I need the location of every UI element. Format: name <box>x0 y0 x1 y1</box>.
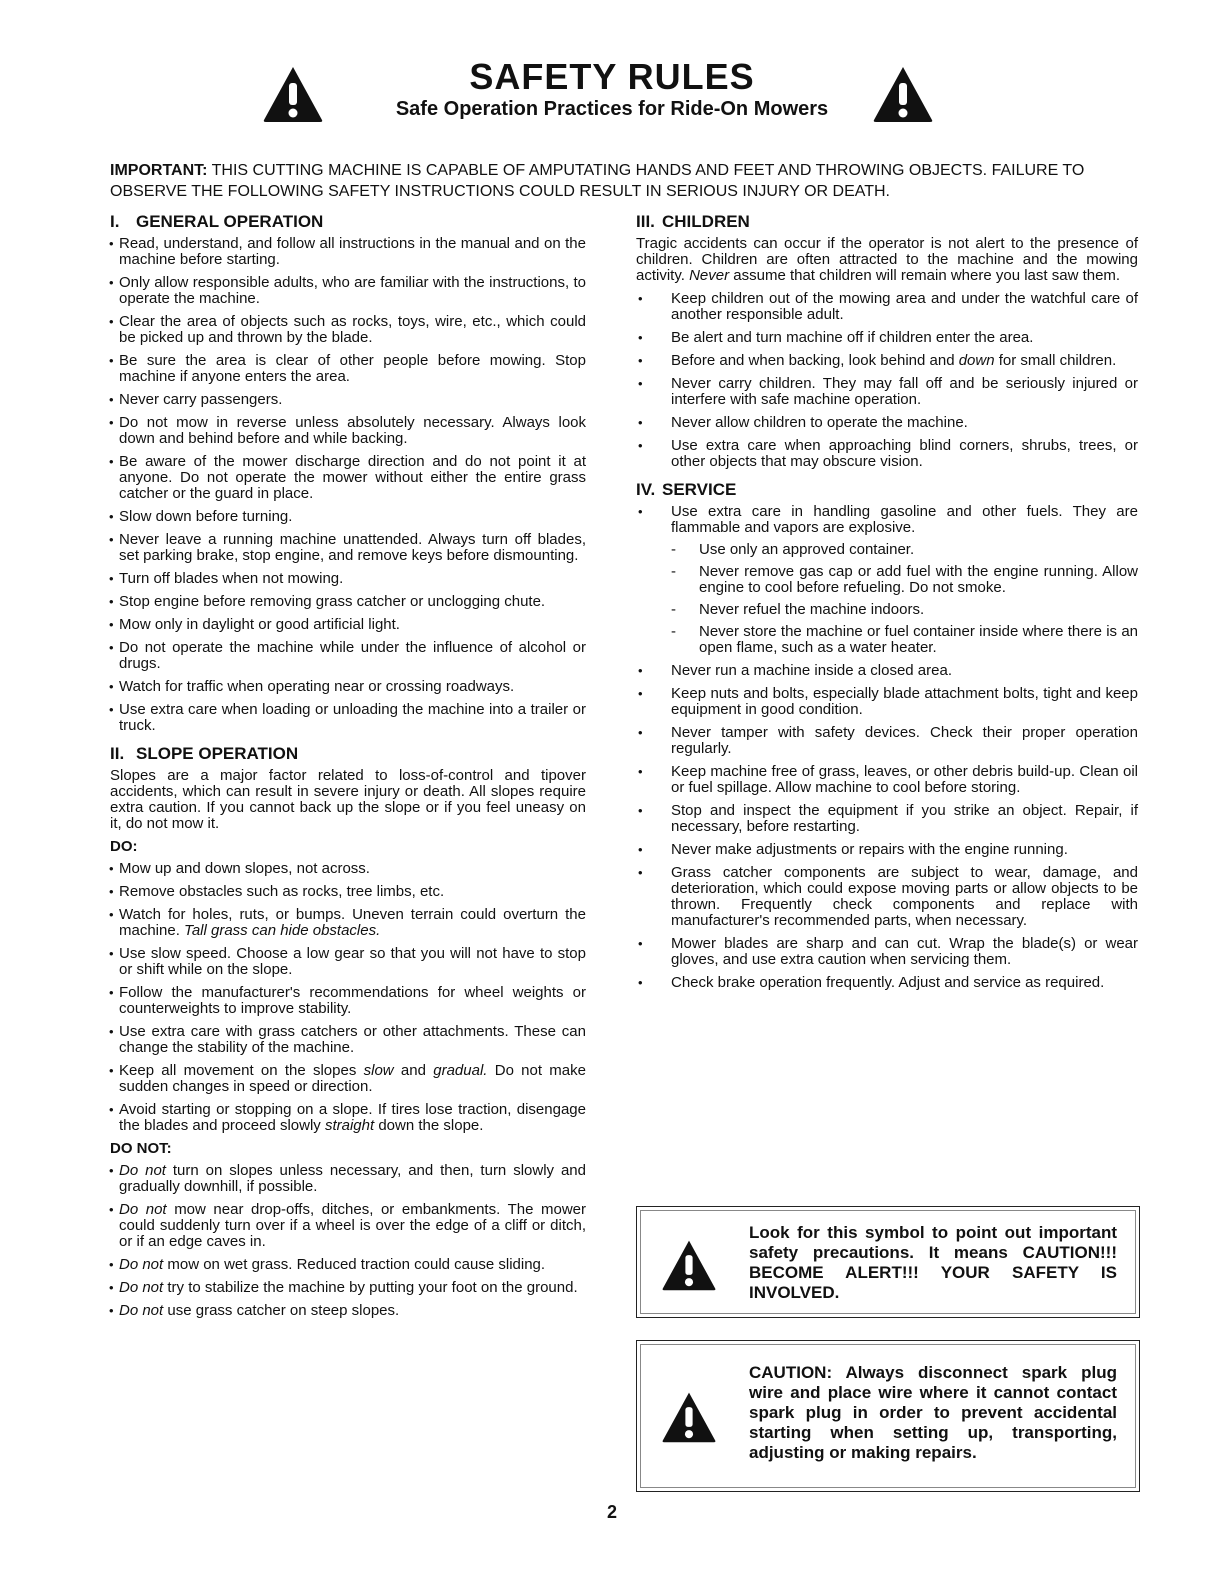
list-item: • Watch for holes, ruts, or bumps. Uneven terrain could overturn the machine. Tall grass can hide obstacles. <box>109 906 586 939</box>
bullet-icon: • <box>109 571 114 586</box>
important-notice <box>110 160 1140 202</box>
bullet-icon: • <box>109 1303 114 1318</box>
bullet-icon: • <box>109 509 114 524</box>
list-item: • Use extra care in handling gasoline and other fuels. They are flammable and vapors are explosive. - Use only an approved container. - Never remove gas cap or add fuel with the engine running. Allow engine to cool before refueling. Do not smoke. - Never refuel the machine indoors. - Never store the machine or fuel container inside where there is an open flame, such as a water heater. <box>638 503 1138 656</box>
section-title: GENERAL OPERATION <box>136 212 324 231</box>
children-intro: Tragic accidents can occur if the operator is not alert to the presence of children. Children are often attracted to the machine and the mowing activity. Never assume that children will remain where you last saw them. <box>636 235 1138 284</box>
bullet-icon: • <box>109 353 114 368</box>
do-not-label: DO NOT: <box>110 1140 172 1157</box>
list-item: • Mow up and down slopes, not across. <box>109 860 370 877</box>
list-item: • Only allow responsible adults, who are familiar with the instructions, to operate the machine. <box>109 274 586 307</box>
bullet-icon: • <box>638 504 643 519</box>
list-item: • Before and when backing, look behind and down for small children. <box>638 352 1117 369</box>
list-item: • Mower blades are sharp and can cut. Wrap the blade(s) or wear gloves, and use extra caution when servicing them. <box>638 935 1138 968</box>
safety-symbol-notice <box>636 1206 1140 1318</box>
list-item: • Avoid starting or stopping on a slope. If tires lose traction, disengage the blades and proceed slowly straight down the slope. <box>109 1101 586 1134</box>
bullet-icon: • <box>109 415 114 430</box>
list-item: • Do not mow on wet grass. Reduced traction could cause sliding. <box>109 1256 546 1273</box>
bullet-icon: • <box>109 1102 114 1117</box>
bullet-icon: • <box>109 1024 114 1039</box>
list-item: • Clear the area of objects such as rocks, toys, wire, etc., which could be picked up and thrown by the blade. <box>109 313 586 346</box>
warning-triangle-icon <box>872 64 934 124</box>
bullet-icon: • <box>638 936 643 951</box>
list-item: • Be aware of the mower discharge direction and do not point it at anyone. Do not operate the mower without either the entire grass catcher or the guard in place. <box>109 453 586 502</box>
section-title: SLOPE OPERATION <box>136 744 299 763</box>
do-label: DO: <box>110 838 138 855</box>
important-text: THIS CUTTING MACHINE IS CAPABLE OF AMPUTATING HANDS AND FEET AND THROWING OBJECTS. FAILURE TO OBSERVE THE FOLLOWING SAFETY INSTRUCTIONS COULD RESULT IN SERIOUS INJURY OR DEATH. <box>110 162 1085 200</box>
bullet-icon: • <box>109 907 114 922</box>
list-item: • Stop engine before removing grass catcher or unclogging chute. <box>109 593 546 610</box>
bullet-icon: • <box>109 946 114 961</box>
page-number: 2 <box>606 1502 617 1522</box>
list-item: • Never carry passengers. <box>109 391 283 408</box>
left-column <box>110 214 586 1326</box>
bullet-icon: • <box>638 353 643 368</box>
bullet-icon: • <box>109 594 114 609</box>
bullet-icon: • <box>638 663 643 678</box>
list-item: • Use extra care when approaching blind corners, shrubs, trees, or other objects that may obscure vision. <box>638 437 1138 470</box>
bullet-icon: • <box>109 392 114 407</box>
slope-do-list <box>110 861 586 1134</box>
list-item: • Never make adjustments or repairs with the engine running. <box>638 841 1068 858</box>
list-item: • Never leave a running machine unattended. Always turn off blades, set parking brake, stop engine, and remove keys before dismounting. <box>109 531 586 564</box>
section-heading-slope <box>110 746 586 762</box>
list-item: • Keep children out of the mowing area and under the watchful care of another responsible adult. <box>638 290 1138 323</box>
section-heading-children <box>636 214 1138 230</box>
list-item: • Mow only in daylight or good artificial light. <box>109 616 400 633</box>
bullet-icon: • <box>638 376 643 391</box>
bullet-icon: • <box>109 1280 114 1295</box>
bullet-icon: • <box>638 842 643 857</box>
list-item: • Read, understand, and follow all instructions in the manual and on the machine before starting. <box>109 235 586 268</box>
bullet-icon: • <box>109 1063 114 1078</box>
page-subtitle: Safe Operation Practices for Ride-On Mowers <box>395 98 829 120</box>
bullet-icon: • <box>638 291 643 306</box>
list-item: • Do not try to stabilize the machine by putting your foot on the ground. <box>109 1279 578 1296</box>
general-operation-list <box>110 236 586 734</box>
section-heading-service <box>636 482 1138 498</box>
slope-do-not-list <box>110 1163 586 1319</box>
sub-list-item: - Use only an approved container. <box>671 541 915 558</box>
bullet-icon: • <box>638 725 643 740</box>
list-item: • Do not operate the machine while under the influence of alcohol or drugs. <box>109 639 586 672</box>
section-number: III. <box>636 212 655 231</box>
list-item: • Grass catcher components are subject to wear, damage, and deterioration, which could expose moving parts or allow objects to be thrown. Frequently check components and replace with manufacturer's recommended parts, when necessary. <box>638 864 1138 929</box>
bullet-icon: • <box>109 679 114 694</box>
caution-notice <box>636 1340 1140 1492</box>
bullet-icon: • <box>109 884 114 899</box>
bullet-icon: • <box>638 865 643 880</box>
bullet-icon: • <box>109 532 114 547</box>
children-list <box>636 291 1138 470</box>
list-item: • Keep all movement on the slopes slow and gradual. Do not make sudden changes in speed or direction. <box>109 1062 586 1095</box>
fuel-sub-list <box>671 542 1138 656</box>
caution-text: CAUTION: Always disconnect spark plug wire and place wire where it cannot contact spark plug in order to prevent accidental starting when setting up, transporting, adjusting or making repairs. <box>749 1363 1117 1462</box>
list-item: • Do not turn on slopes unless necessary, and then, turn slowly and gradually downhill, if possible. <box>109 1162 586 1195</box>
bullet-icon: • <box>109 275 114 290</box>
list-item: • Follow the manufacturer's recommendations for wheel weights or counterweights to improve stability. <box>109 984 586 1017</box>
bullet-icon: • <box>109 236 114 251</box>
list-item: • Slow down before turning. <box>109 508 293 525</box>
sub-list-item: - Never refuel the machine indoors. <box>671 601 925 618</box>
bullet-icon: • <box>109 1257 114 1272</box>
bullet-icon: • <box>638 803 643 818</box>
warning-triangle-icon <box>661 1389 717 1445</box>
bullet-icon: • <box>638 764 643 779</box>
list-item: • Keep machine free of grass, leaves, or other debris build-up. Clean oil or fuel spillage. Allow machine to cool before storing. <box>638 763 1138 796</box>
bullet-icon: • <box>638 415 643 430</box>
section-number: II. <box>110 744 125 763</box>
slope-intro: Slopes are a major factor related to loss-of-control and tipover accidents, which can result in severe injury or death. All slopes require extra caution. If you cannot back up the slope or if you feel uneasy on it, do not mow it. <box>110 767 586 832</box>
list-item: • Do not use grass catcher on steep slopes. <box>109 1302 400 1319</box>
section-number: I. <box>110 212 120 231</box>
warning-triangle-icon <box>661 1237 717 1293</box>
right-column <box>636 214 1138 998</box>
list-item: • Use extra care when loading or unloading the machine into a trailer or truck. <box>109 701 586 734</box>
sub-list-item: - Never remove gas cap or add fuel with the engine running. Allow engine to cool before refueling. Do not smoke. <box>671 563 1138 596</box>
bullet-icon: • <box>638 330 643 345</box>
bullet-icon: • <box>109 617 114 632</box>
bullet-icon: • <box>109 702 114 717</box>
section-number: IV. <box>636 480 656 499</box>
safety-symbol-text: Look for this symbol to point out important safety precautions. It means CAUTION!!! BECOME ALERT!!! YOUR SAFETY IS INVOLVED. <box>749 1223 1117 1302</box>
bullet-icon: • <box>109 1163 114 1178</box>
page-title: SAFETY RULES <box>469 56 755 97</box>
bullet-icon: • <box>638 438 643 453</box>
list-item: • Never carry children. They may fall off and be seriously injured or interfere with safe machine operation. <box>638 375 1138 408</box>
list-item: • Never run a machine inside a closed area. <box>638 662 952 679</box>
list-item: • Do not mow near drop-offs, ditches, or embankments. The mower could suddenly turn over if a wheel is over the edge of a cliff or ditch, or if an edge caves in. <box>109 1201 586 1250</box>
bullet-icon: • <box>109 861 114 876</box>
list-item: • Use extra care with grass catchers or other attachments. These can change the stability of the machine. <box>109 1023 586 1056</box>
service-list <box>636 504 1138 991</box>
list-item: • Remove obstacles such as rocks, tree limbs, etc. <box>109 883 445 900</box>
section-title: CHILDREN <box>662 212 750 231</box>
bullet-icon: • <box>638 975 643 990</box>
important-label: IMPORTANT: <box>110 162 208 179</box>
list-item: • Stop and inspect the equipment if you strike an object. Repair, if necessary, before restarting. <box>638 802 1138 835</box>
list-item: • Watch for traffic when operating near or crossing roadways. <box>109 678 515 695</box>
list-item: • Turn off blades when not mowing. <box>109 570 344 587</box>
page-header <box>0 52 1224 132</box>
list-item: • Check brake operation frequently. Adjust and service as required. <box>638 974 1105 991</box>
bullet-icon: • <box>109 1202 114 1217</box>
list-item: • Keep nuts and bolts, especially blade attachment bolts, tight and keep equipment in good condition. <box>638 685 1138 718</box>
bullet-icon: • <box>109 985 114 1000</box>
bullet-icon: • <box>109 454 114 469</box>
bullet-icon: • <box>109 640 114 655</box>
list-item: • Never allow children to operate the machine. <box>638 414 968 431</box>
list-item: • Use slow speed. Choose a low gear so that you will not have to stop or shift while on the slope. <box>109 945 586 978</box>
sub-list-item: - Never store the machine or fuel container inside where there is an open flame, such as a water heater. <box>671 623 1138 656</box>
list-item: • Never tamper with safety devices. Check their proper operation regularly. <box>638 724 1138 757</box>
list-item: • Be sure the area is clear of other people before mowing. Stop machine if anyone enters the area. <box>109 352 586 385</box>
bullet-icon: • <box>109 314 114 329</box>
list-item: • Do not mow in reverse unless absolutely necessary. Always look down and behind before and while backing. <box>109 414 586 447</box>
bullet-icon: • <box>638 686 643 701</box>
section-title: SERVICE <box>662 480 737 499</box>
section-heading-general <box>110 214 586 230</box>
list-item: • Be alert and turn machine off if children enter the area. <box>638 329 1034 346</box>
